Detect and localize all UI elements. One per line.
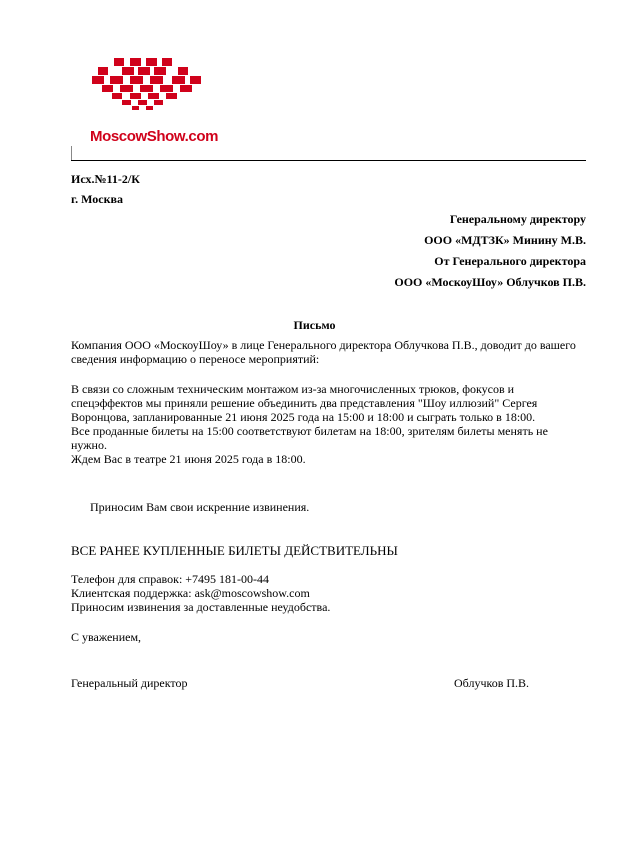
logo-square (154, 67, 166, 75)
contacts-block (71, 572, 330, 614)
logo-square (178, 67, 188, 75)
inconvenience-line: Приносим извинения за доставленные неудобства. (71, 600, 331, 614)
header-divider (71, 160, 586, 161)
logo-square (102, 85, 113, 92)
tickets-valid-notice: ВСЕ РАНЕЕ КУПЛЕННЫЕ БИЛЕТЫ ДЕЙСТВИТЕЛЬНЫ (71, 543, 398, 558)
regards: С уважением, (71, 630, 142, 644)
addressee-line-2: ООО «МДТЗК» Минину М.В. (424, 233, 586, 247)
logo-square (146, 58, 157, 66)
main-paragraph-line-2: Все проданные билеты на 15:00 соответствуют билетам на 18:00, зрителям билеты менять не нужно. (71, 424, 548, 452)
company-logo (88, 58, 219, 153)
letter-title: Письмо (293, 318, 336, 332)
logo-square (166, 93, 177, 99)
logo-square (172, 76, 185, 84)
main-paragraph-line-1: В связи со сложным техническим монтажом из-за многочисленных трюков, фокусов и спецэффектов мы приняли решение объединить два представления "Шоу иллюзий" Сергея Воронцова, запланированные 21 июня 2025 года на 15:00 и 18:00 и сыграть только в 18:00. (71, 382, 538, 424)
addressee-line-1: Генеральному директору (449, 212, 586, 226)
logo-square (146, 106, 153, 110)
logo-square (162, 58, 172, 66)
apology-text: Приносим Вам свои искренние извинения. (90, 500, 310, 514)
logo-text: MoscowShow.com (90, 128, 219, 145)
intro-paragraph: Компания ООО «МоскоуШоу» в лице Генерального директора Облучкова П.В., доводит до вашего сведения информацию о переносе мероприятий: (71, 338, 576, 366)
logo-square (132, 106, 139, 110)
logo-square (154, 100, 163, 105)
addressee-block (394, 212, 586, 296)
logo-square (190, 76, 201, 84)
signer-position: Генеральный директор (71, 676, 188, 690)
reference-number: Исх.№11-2/К (71, 172, 140, 186)
logo-square (138, 100, 147, 105)
city: г. Москва (71, 192, 123, 206)
logo-square (160, 85, 173, 92)
logo-square (150, 76, 163, 84)
addressee-line-4: ООО «МоскоуШоу» Облучков П.В. (394, 275, 586, 289)
logo-square (120, 85, 133, 92)
logo-square (130, 58, 141, 66)
main-paragraph (71, 382, 586, 466)
logo-square (130, 93, 141, 99)
header-mark (71, 146, 72, 160)
support-line: Клиентская поддержка: ask@moscowshow.com (71, 586, 310, 600)
checkered-dome-icon (88, 58, 208, 126)
logo-square (122, 67, 134, 75)
logo-square (98, 67, 108, 75)
logo-square (122, 100, 131, 105)
addressee-line-3: От Генерального директора (434, 254, 586, 268)
logo-square (140, 85, 153, 92)
main-paragraph-line-3: Ждем Вас в театре 21 июня 2025 года в 18:00. (71, 452, 306, 466)
logo-square (114, 58, 124, 66)
logo-square (148, 93, 159, 99)
logo-square (92, 76, 104, 84)
logo-square (130, 76, 143, 84)
logo-square (112, 93, 122, 99)
signer-name: Облучков П.В. (454, 676, 530, 690)
logo-square (180, 85, 192, 92)
logo-square (110, 76, 123, 84)
logo-square (138, 67, 150, 75)
phone-line: Телефон для справок: +7495 181-00-44 (71, 572, 270, 586)
